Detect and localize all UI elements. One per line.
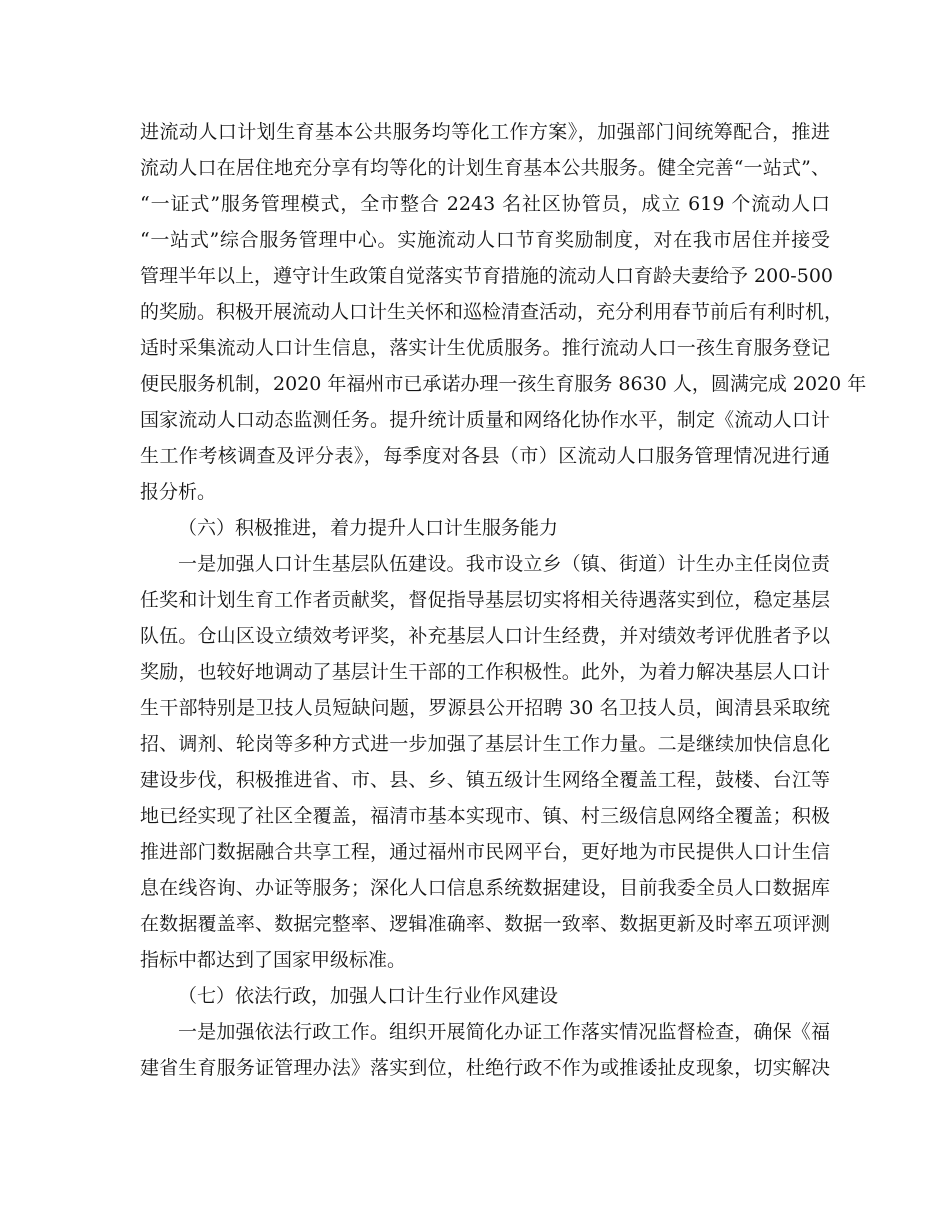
paragraph-line: 便民服务机制，2020 年福州市已承诺办理一孩生育服务 8630 人，圆满完成 2020 年 <box>140 373 867 395</box>
paragraph-line: 指标中都达到了国家甲级标准。 <box>140 949 407 971</box>
paragraph-line: 的奖励。积极开展流动人口计生关怀和巡检清查活动，充分利用春节前后有利时机， <box>140 301 844 323</box>
paragraph-line: 在数据覆盖率、数据完整率、逻辑准确率、数据一致率、数据更新及时率五项评测 <box>140 913 830 935</box>
paragraph-line: 一是加强依法行政工作。组织开展简化办证工作落实情况监督检查，确保《福 <box>178 1021 830 1043</box>
paragraph-line: “一证式”服务管理模式，全市整合 2243 名社区协管员，成立 619 个流动人口 <box>140 193 830 215</box>
paragraph-line: 息在线咨询、办证等服务；深化人口信息系统数据建设，目前我委全员人口数据库 <box>140 877 830 899</box>
paragraph-line: 管理半年以上，遵守计生政策自觉落实节育措施的流动人口育龄夫妻给予 200-500 <box>140 265 833 287</box>
paragraph-line: 报分析。 <box>140 481 217 503</box>
paragraph-line: 一是加强人口计生基层队伍建设。我市设立乡（镇、街道）计生办主任岗位责 <box>178 553 830 575</box>
paragraph-line: “一站式”综合服务管理中心。实施流动人口节育奖励制度，对在我市居住并接受 <box>140 229 830 251</box>
paragraph-line: 生干部特别是卫技人员短缺问题，罗源县公开招聘 30 名卫技人员，闽清县采取统 <box>140 697 830 719</box>
paragraph-line: 队伍。仓山区设立绩效考评奖，补充基层人口计生经费，并对绩效考评优胜者予以 <box>140 625 830 647</box>
paragraph-line: 推进部门数据融合共享工程，通过福州市民网平台，更好地为市民提供人口计生信 <box>140 841 830 863</box>
paragraph-line: 建省生育服务证管理办法》落实到位，杜绝行政不作为或推诿扯皮现象，切实解决 <box>140 1057 830 1079</box>
paragraph-line: 进流动人口计划生育基本公共服务均等化工作方案》，加强部门间统筹配合，推进 <box>140 121 830 143</box>
paragraph-line: 建设步伐，积极推进省、市、县、乡、镇五级计生网络全覆盖工程，鼓楼、台江等 <box>140 769 830 791</box>
paragraph-line: 招、调剂、轮岗等多种方式进一步加强了基层计生工作力量。二是继续加快信息化 <box>140 733 830 755</box>
section-heading: （六）积极推进，着力提升人口计生服务能力 <box>178 517 559 539</box>
paragraph-line: 生工作考核调查及评分表》，每季度对各县（市）区流动人口服务管理情况进行通 <box>140 445 830 467</box>
paragraph-line: 流动人口在居住地充分享有均等化的计划生育基本公共服务。健全完善“一站式”、 <box>140 157 830 179</box>
paragraph-line: 国家流动人口动态监测任务。提升统计质量和网络化协作水平，制定《流动人口计 <box>140 409 830 431</box>
paragraph-line: 地已经实现了社区全覆盖，福清市基本实现市、镇、村三级信息网络全覆盖；积极 <box>140 805 830 827</box>
paragraph-line: 适时采集流动人口计生信息，落实计生优质服务。推行流动人口一孩生育服务登记 <box>140 337 830 359</box>
paragraph-line: 奖励，也较好地调动了基层计生干部的工作积极性。此外，为着力解决基层人口计 <box>140 661 830 683</box>
paragraph-line: 任奖和计划生育工作者贡献奖，督促指导基层切实将相关待遇落实到位，稳定基层 <box>140 589 830 611</box>
section-heading: （七）依法行政，加强人口计生行业作风建设 <box>178 985 559 1007</box>
